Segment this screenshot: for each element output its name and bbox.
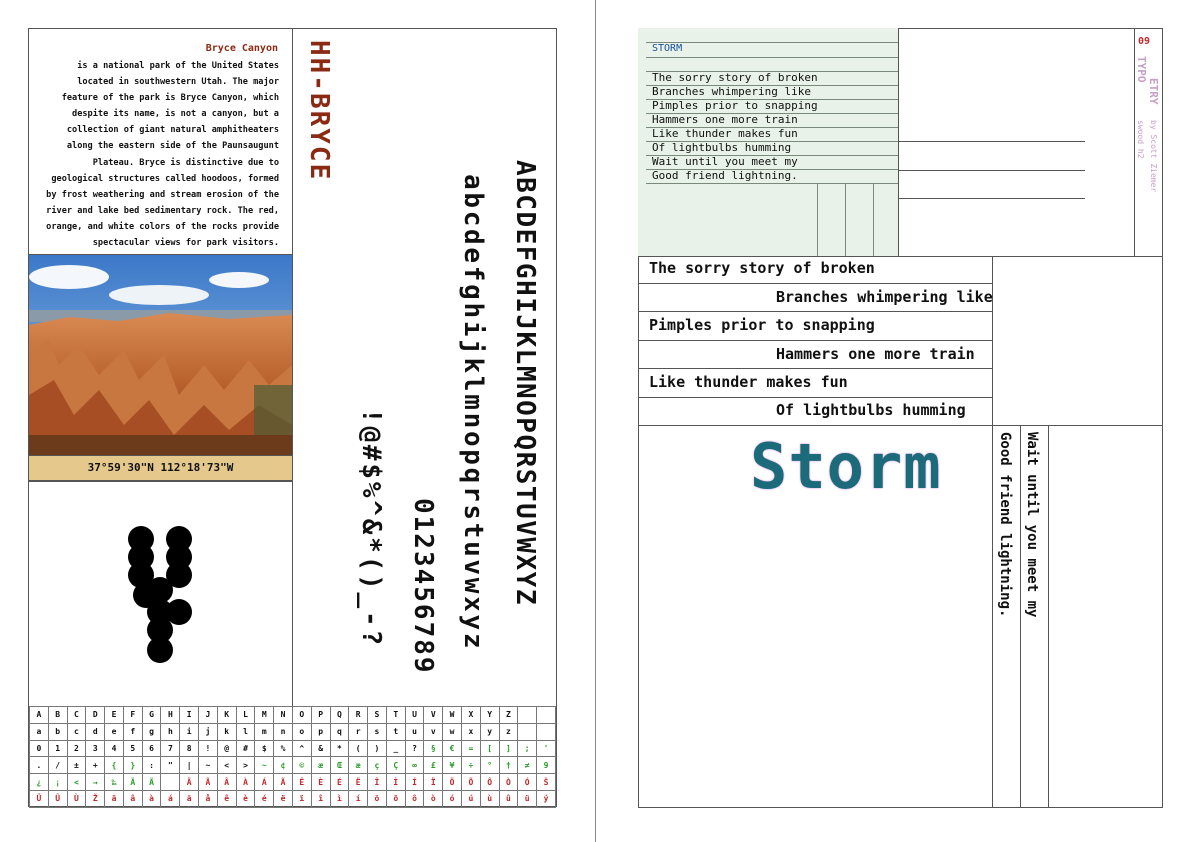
charset-cell: Â <box>217 774 236 791</box>
charset-cell: . <box>30 757 49 774</box>
charset-cell: e <box>105 723 124 740</box>
charset-cell: Ä <box>123 774 142 791</box>
poem-line: Branches whimpering like <box>652 85 811 98</box>
charset-cell: = <box>461 740 480 757</box>
charset-cell: Í <box>405 774 424 791</box>
charset-cell: T <box>386 707 405 724</box>
charset-cell: x <box>461 723 480 740</box>
charset-cell: ¥ <box>443 757 462 774</box>
charset-cell: æ <box>349 757 368 774</box>
park-title: Bryce Canyon <box>205 43 278 54</box>
charset-cell: M <box>255 707 274 724</box>
charset-cell: $ <box>255 740 274 757</box>
charset-cell: É <box>330 774 349 791</box>
charset-cell: Î <box>368 774 387 791</box>
charset-cell: û <box>499 790 518 807</box>
charset-cell: ‰ <box>105 774 124 791</box>
charset-cell: + <box>86 757 105 774</box>
charset-cell: ó <box>443 790 462 807</box>
note-title: STORM <box>652 43 683 54</box>
charset-cell: I <box>180 707 199 724</box>
charset-cell: ò <box>424 790 443 807</box>
poem-line: Pimples prior to snapping <box>652 99 818 112</box>
charset-cell: j <box>199 723 218 740</box>
charset-cell: { <box>105 757 124 774</box>
charset-cell: F <box>123 707 142 724</box>
charset-cell: k <box>217 723 236 740</box>
charset-cell: ; <box>518 740 537 757</box>
charset-cell: æ <box>311 757 330 774</box>
charset-cell: C <box>67 707 86 724</box>
charset-cell: < <box>217 757 236 774</box>
divider <box>28 481 292 482</box>
charset-cell: Ù <box>67 790 86 807</box>
charset-cell: > <box>236 757 255 774</box>
charset-cell: Ê <box>292 774 311 791</box>
charset-cell: ( <box>349 740 368 757</box>
charset-cell: } <box>123 757 142 774</box>
font-name: HH-BRYCE <box>304 40 334 182</box>
glyphs-symbols: !@#$%^&*()_-? <box>356 408 386 648</box>
charset-cell: Õ <box>461 774 480 791</box>
park-description: is a national park of the United States located in southwestern Utah. The major feature of the park is Bryce Canyon, which despite its name, is not a canyon, but a collection of giant natural amphitheaters along the eastern side of the Paunsaugunt Plateau. Bryce is distinctive due to geological structures called hoodoos, formed by frost weathering and stream erosion of the river and lake bed sedimentary rock. The red, orange, and white colors of the rocks provide spectacular views for park visitors. <box>46 61 279 249</box>
charset-cell: Ã <box>199 774 218 791</box>
charset-cell: ~ <box>255 757 274 774</box>
charset-row <box>30 774 556 791</box>
charset-cell: ≠ <box>518 757 537 774</box>
charset-cell: Z <box>499 707 518 724</box>
glyphs-lowercase: abcdefghijklmnopqrstuvwxyz <box>458 174 488 652</box>
charset-cell: l <box>236 723 255 740</box>
glyphs-uppercase: ABCDEFGHIJKLMNOPQRSTUVWXYZ <box>510 160 540 606</box>
poem-row: Pimples prior to snapping <box>649 316 875 334</box>
charset-cell: | <box>180 757 199 774</box>
charset-cell: _ <box>386 740 405 757</box>
charset-cell: È <box>311 774 330 791</box>
charset-cell: ü <box>518 790 537 807</box>
charset-table <box>29 706 556 808</box>
charset-cell: y <box>480 723 499 740</box>
poem-row: Branches whimpering like <box>776 288 993 306</box>
charset-cell: à <box>142 790 161 807</box>
charset-cell: m <box>255 723 274 740</box>
charset-cell: Ô <box>480 774 499 791</box>
charset-cell: ) <box>368 740 387 757</box>
charset-cell: & <box>311 740 330 757</box>
poem-line: Hammers one more train <box>652 113 798 126</box>
charset-cell: A <box>30 707 49 724</box>
charset-cell: U <box>405 707 424 724</box>
poem-line: The sorry story of broken <box>652 71 818 84</box>
charset-cell: f <box>123 723 142 740</box>
glyph-y-illustration <box>122 520 198 674</box>
charset-cell: s <box>368 723 387 740</box>
charset-cell: # <box>236 740 255 757</box>
charset-cell: ° <box>480 757 499 774</box>
charset-cell: Ó <box>518 774 537 791</box>
charset-cell: ~ <box>199 757 218 774</box>
poem-row: Of lightbulbs humming <box>776 401 966 419</box>
charset-cell: D <box>86 707 105 724</box>
charset-cell: : <box>142 757 161 774</box>
charset-cell: Ë <box>349 774 368 791</box>
byline: by Scott Ziemer <box>1149 120 1158 193</box>
charset-cell: H <box>161 707 180 724</box>
charset-cell: @ <box>217 740 236 757</box>
charset-cell: V <box>424 707 443 724</box>
charset-cell: 1 <box>48 740 67 757</box>
charset-cell: ¿ <box>30 774 49 791</box>
charset-cell: ç <box>368 757 387 774</box>
charset-cell: 0 <box>30 740 49 757</box>
charset-cell: è <box>236 790 255 807</box>
charset-cell: † <box>499 757 518 774</box>
charset-cell: N <box>274 707 293 724</box>
charset-cell: ë <box>274 790 293 807</box>
charset-cell: t <box>386 723 405 740</box>
charset-cell: " <box>161 757 180 774</box>
charset-cell: < <box>67 774 86 791</box>
charset-cell: ¡ <box>48 774 67 791</box>
charset-cell: ä <box>105 790 124 807</box>
charset-cell: ê <box>217 790 236 807</box>
charset-cell: 8 <box>180 740 199 757</box>
charset-cell: ∞ <box>405 757 424 774</box>
charset-cell: [ <box>480 740 499 757</box>
charset-cell: ã <box>180 790 199 807</box>
charset-cell: w <box>443 723 462 740</box>
charset-cell: ô <box>405 790 424 807</box>
charset-cell: ï <box>292 790 311 807</box>
charset-row <box>30 723 556 740</box>
charset-cell: ? <box>405 740 424 757</box>
brand: swood h2 <box>1136 120 1145 159</box>
charset-cell: 2 <box>67 740 86 757</box>
charset-cell: z <box>499 723 518 740</box>
charset-cell: B <box>48 707 67 724</box>
charset-cell: S <box>368 707 387 724</box>
charset-cell: i <box>180 723 199 740</box>
charset-cell: g <box>142 723 161 740</box>
charset-cell: Ï <box>424 774 443 791</box>
charset-cell: % <box>274 740 293 757</box>
charset-cell: õ <box>386 790 405 807</box>
charset-cell: R <box>349 707 368 724</box>
poem-line: Like thunder makes fun <box>652 127 798 140</box>
charset-cell: 4 <box>105 740 124 757</box>
charset-cell: ý <box>537 790 556 807</box>
charset-cell: À <box>236 774 255 791</box>
charset-cell: Œ <box>330 757 349 774</box>
poem-line: Good friend lightning. <box>652 169 798 182</box>
poem-row: Hammers one more train <box>776 345 975 363</box>
charset-cell: O <box>292 707 311 724</box>
charset-cell: é <box>255 790 274 807</box>
charset-cell: â <box>123 790 142 807</box>
charset-cell <box>161 774 180 791</box>
charset-cell: ± <box>67 757 86 774</box>
vertical-poem-line: Wait until you meet my <box>1024 432 1040 618</box>
poem-row: The sorry story of broken <box>649 259 875 277</box>
charset-cell: q <box>330 723 349 740</box>
charset-cell: ¢ <box>274 757 293 774</box>
typo-label: TYPO <box>1135 56 1148 83</box>
storm-display-word: Storm <box>750 430 942 503</box>
charset-cell: u <box>405 723 424 740</box>
charset-cell: Ž <box>86 790 105 807</box>
poem-row: Like thunder makes fun <box>649 373 848 391</box>
charset-cell: b <box>48 723 67 740</box>
charset-cell: d <box>86 723 105 740</box>
charset-cell: § <box>424 740 443 757</box>
charset-cell: Š <box>537 774 556 791</box>
charset-cell: Ö <box>443 774 462 791</box>
charset-cell: í <box>349 790 368 807</box>
charset-cell: P <box>311 707 330 724</box>
charset-cell: h <box>161 723 180 740</box>
charset-cell: Ç <box>386 757 405 774</box>
charset-cell: ^ <box>292 740 311 757</box>
charset-cell: á <box>161 790 180 807</box>
charset-cell: n <box>274 723 293 740</box>
charset-cell: X <box>461 707 480 724</box>
charset-cell: ì <box>330 790 349 807</box>
charset-cell: î <box>311 790 330 807</box>
charset-cell: W <box>443 707 462 724</box>
charset-cell: p <box>311 723 330 740</box>
charset-cell: Y <box>480 707 499 724</box>
charset-cell: 6 <box>142 740 161 757</box>
charset-cell: L <box>236 707 255 724</box>
charset-cell: Q <box>330 707 349 724</box>
charset-cell: E <box>105 707 124 724</box>
page-number: 09 <box>1138 36 1151 47</box>
charset-cell: Á <box>255 774 274 791</box>
charset-cell: £ <box>424 757 443 774</box>
charset-cell: → <box>86 774 105 791</box>
charset-cell: G <box>142 707 161 724</box>
charset-cell <box>537 707 556 724</box>
charset-cell: å <box>199 790 218 807</box>
charset-cell: ö <box>368 790 387 807</box>
charset-cell: * <box>330 740 349 757</box>
charset-cell: K <box>217 707 236 724</box>
charset-cell: / <box>48 757 67 774</box>
poem-line: Of lightbulbs humming <box>652 141 792 154</box>
charset-cell: 9 <box>537 757 556 774</box>
charset-cell: Ä <box>180 774 199 791</box>
glyphs-digits: 0123456789 <box>408 498 438 675</box>
bryce-canyon-photo <box>29 255 292 455</box>
charset-cell: Ò <box>499 774 518 791</box>
charset-row <box>30 707 556 724</box>
charset-cell: Ì <box>386 774 405 791</box>
charset-cell: © <box>292 757 311 774</box>
charset-cell: o <box>292 723 311 740</box>
charset-cell: 7 <box>161 740 180 757</box>
vertical-poem-line: Good friend lightning. <box>997 432 1013 618</box>
charset-cell <box>537 723 556 740</box>
charset-cell: ] <box>499 740 518 757</box>
charset-cell: Ã <box>274 774 293 791</box>
divider <box>292 28 293 706</box>
charset-cell: r <box>349 723 368 740</box>
charset-cell <box>518 723 537 740</box>
charset-row <box>30 740 556 757</box>
charset-cell: v <box>424 723 443 740</box>
charset-cell: c <box>67 723 86 740</box>
charset-cell: 3 <box>86 740 105 757</box>
charset-row <box>30 757 556 774</box>
charset-cell: ù <box>480 790 499 807</box>
charset-cell: ' <box>537 740 556 757</box>
charset-cell: J <box>199 707 218 724</box>
charset-cell: Û <box>48 790 67 807</box>
etry-label: ETRY <box>1147 78 1160 105</box>
charset-row <box>30 790 556 807</box>
charset-cell: 5 <box>123 740 142 757</box>
charset-cell: Ä <box>142 774 161 791</box>
charset-cell: ÷ <box>461 757 480 774</box>
charset-cell: Ü <box>30 790 49 807</box>
charset-cell: € <box>443 740 462 757</box>
charset-cell <box>518 707 537 724</box>
poem-line: Wait until you meet my <box>652 155 798 168</box>
coordinates: 37°59'30"N 112°18'73"W <box>29 455 292 481</box>
charset-cell: ! <box>199 740 218 757</box>
charset-cell: ú <box>461 790 480 807</box>
charset-cell: a <box>30 723 49 740</box>
